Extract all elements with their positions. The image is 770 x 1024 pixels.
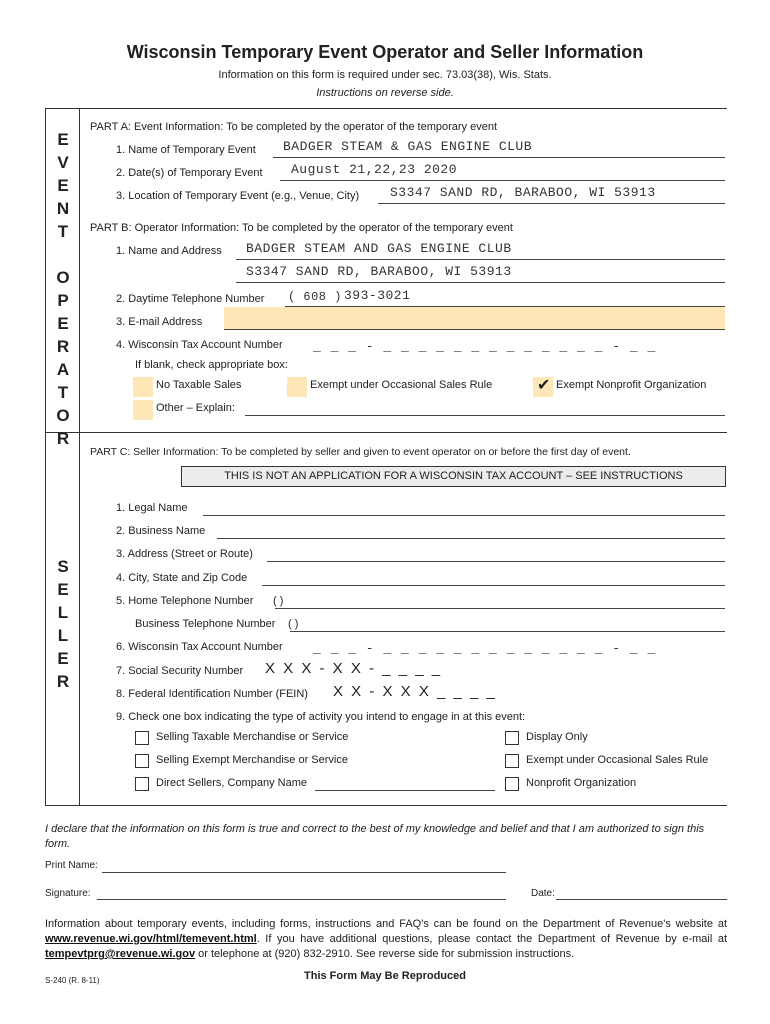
- part-c-heading: PART C: Seller Information: To be completed by seller and given to event operator on or before the first day of event.: [90, 446, 631, 458]
- event-name-line: [273, 157, 725, 158]
- legal-name-field[interactable]: [203, 515, 725, 516]
- exempt-occasional-label: Exempt under Occasional Sales Rule: [310, 379, 493, 391]
- date-field[interactable]: [556, 899, 727, 900]
- instructions-note: Instructions on reverse side.: [316, 87, 454, 99]
- operator-phone-label: 2. Daytime Telephone Number: [116, 293, 265, 305]
- print-name-field[interactable]: [102, 872, 506, 873]
- event-location-value[interactable]: S3347 SAND RD, BARABOO, WI 53913: [390, 185, 656, 200]
- ssn-label: 7. Social Security Number: [116, 665, 244, 677]
- selling-taxable-label: Selling Taxable Merchandise or Service: [156, 731, 349, 743]
- event-name-value[interactable]: BADGER STEAM & GAS ENGINE CLUB: [283, 139, 533, 154]
- operator-email-line: [224, 329, 725, 330]
- no-taxable-sales-checkbox[interactable]: [133, 377, 153, 397]
- business-phone-label: Business Telephone Number: [135, 618, 276, 630]
- date-label: Date:: [531, 888, 555, 899]
- exempt-nonprofit-label: Exempt Nonprofit Organization: [556, 379, 707, 391]
- operator-email-field[interactable]: [224, 307, 725, 330]
- home-phone-paren: ( ): [273, 595, 284, 607]
- website-link[interactable]: www.revenue.wi.gov/html/temevent.html: [45, 933, 257, 945]
- address-field[interactable]: [267, 561, 725, 562]
- event-dates-value[interactable]: August 21,22,23 2020: [291, 162, 458, 177]
- operator-tax-label: 4. Wisconsin Tax Account Number: [116, 339, 283, 351]
- email-link[interactable]: tempevtprg@revenue.wi.gov: [45, 948, 196, 960]
- exempt-occasional-activity-checkbox[interactable]: [505, 754, 519, 768]
- event-dates-label: 2. Date(s) of Temporary Event: [116, 167, 263, 179]
- selling-taxable-checkbox[interactable]: [135, 731, 149, 745]
- operator-address-value[interactable]: S3347 SAND RD, BARABOO, WI 53913: [246, 264, 512, 279]
- operator-address-line: [236, 282, 725, 283]
- business-phone-field[interactable]: [290, 631, 725, 632]
- event-name-label: 1. Name of Temporary Event: [116, 144, 256, 156]
- fein-mask[interactable]: X X - X X X _ _ _ _: [333, 683, 497, 700]
- selling-exempt-checkbox[interactable]: [135, 754, 149, 768]
- info-pre: Information about temporary events, including forms, instructions and FAQ's can be found on the Department of Revenue's website at: [45, 918, 727, 930]
- direct-sellers-checkbox[interactable]: [135, 777, 149, 791]
- fein-label: 8. Federal Identification Number (FEIN): [116, 688, 308, 700]
- company-name-field[interactable]: [315, 790, 495, 791]
- other-label: Other – Explain:: [156, 402, 235, 414]
- signature-field[interactable]: [97, 899, 506, 900]
- event-location-line: [378, 203, 725, 204]
- business-phone-paren: ( ): [288, 618, 299, 630]
- city-state-zip-label: 4. City, State and Zip Code: [116, 572, 248, 584]
- seller-tax-mask[interactable]: _ _ _ - _ _ _ _ _ _ _ _ _ _ _ _ _ - _ _: [313, 641, 657, 656]
- nonprofit-label: Nonprofit Organization: [526, 777, 637, 789]
- nonprofit-checkbox[interactable]: [505, 777, 519, 791]
- page-title: Wisconsin Temporary Event Operator and Seller Information: [126, 42, 644, 62]
- direct-sellers-label: Direct Sellers, Company Name: [156, 777, 307, 789]
- operator-name-line: [236, 259, 725, 260]
- operator-phone-number[interactable]: 393-3021: [344, 288, 411, 303]
- section-divider: [45, 432, 727, 433]
- legal-name-label: 1. Legal Name: [116, 502, 188, 514]
- activity-label: 9. Check one box indicating the type of activity you intend to engage in at this event:: [116, 711, 526, 723]
- address-label: 3. Address (Street or Route): [116, 548, 253, 560]
- selling-exempt-label: Selling Exempt Merchandise or Service: [156, 754, 348, 766]
- display-only-checkbox[interactable]: [505, 731, 519, 745]
- home-phone-field[interactable]: [275, 608, 725, 609]
- seller-tax-label: 6. Wisconsin Tax Account Number: [116, 641, 283, 653]
- operator-phone-area[interactable]: ( 608 ): [288, 290, 342, 304]
- display-only-label: Display Only: [526, 731, 588, 743]
- no-taxable-sales-label: No Taxable Sales: [156, 379, 242, 391]
- sidebar-event-operator: E V E N T O P E R A T O R: [56, 130, 70, 448]
- part-a-heading: PART A: Event Information: To be completed by the operator of the temporary event: [90, 121, 498, 133]
- signature-label: Signature:: [45, 888, 91, 899]
- operator-email-label: 3. E-mail Address: [116, 316, 203, 328]
- ssn-mask[interactable]: X X X - X X - _ _ _ _: [265, 660, 443, 677]
- sidebar-seller: S E L L E R: [56, 557, 70, 691]
- declaration-text: I declare that the information on this form is true and correct to the best of my knowledge and belief and that I am authorized to sign this form.: [45, 823, 705, 850]
- other-checkbox[interactable]: [133, 400, 153, 420]
- info-post: or telephone at (920) 832-2910. See reverse side for submission instructions.: [195, 948, 575, 960]
- page-subtitle: Information on this form is required under sec. 73.03(38), Wis. Stats.: [218, 69, 552, 81]
- part-b-heading: PART B: Operator Information: To be completed by the operator of the temporary event: [90, 222, 513, 234]
- business-name-label: 2. Business Name: [116, 525, 206, 537]
- event-dates-line: [280, 180, 725, 181]
- business-name-field[interactable]: [217, 538, 725, 539]
- event-location-label: 3. Location of Temporary Event (e.g., Venue, City): [116, 190, 360, 202]
- other-explain-line[interactable]: [245, 415, 725, 416]
- info-paragraph: [45, 917, 727, 962]
- not-application-notice: THIS IS NOT AN APPLICATION FOR A WISCONSIN TAX ACCOUNT – SEE INSTRUCTIONS: [181, 466, 726, 487]
- info-mid: . If you have additional questions, please contact the Department of Revenue by e-mail at: [256, 933, 727, 945]
- city-state-zip-field[interactable]: [262, 585, 725, 586]
- reproduce-note: This Form May Be Reproduced: [304, 970, 466, 982]
- form-id: S-240 (R. 8-11): [45, 976, 100, 985]
- home-phone-label: 5. Home Telephone Number: [116, 595, 254, 607]
- blank-note: If blank, check appropriate box:: [135, 359, 288, 371]
- operator-tax-mask[interactable]: _ _ _ - _ _ _ _ _ _ _ _ _ _ _ _ _ - _ _: [313, 339, 657, 354]
- print-name-label: Print Name:: [45, 860, 98, 871]
- exempt-occasional-checkbox[interactable]: [287, 377, 307, 397]
- operator-name-label: 1. Name and Address: [116, 245, 222, 257]
- exempt-occasional-activity-label: Exempt under Occasional Sales Rule: [526, 754, 709, 766]
- checkmark-icon: ✔: [537, 377, 551, 394]
- operator-name-value[interactable]: BADGER STEAM AND GAS ENGINE CLUB: [246, 241, 512, 256]
